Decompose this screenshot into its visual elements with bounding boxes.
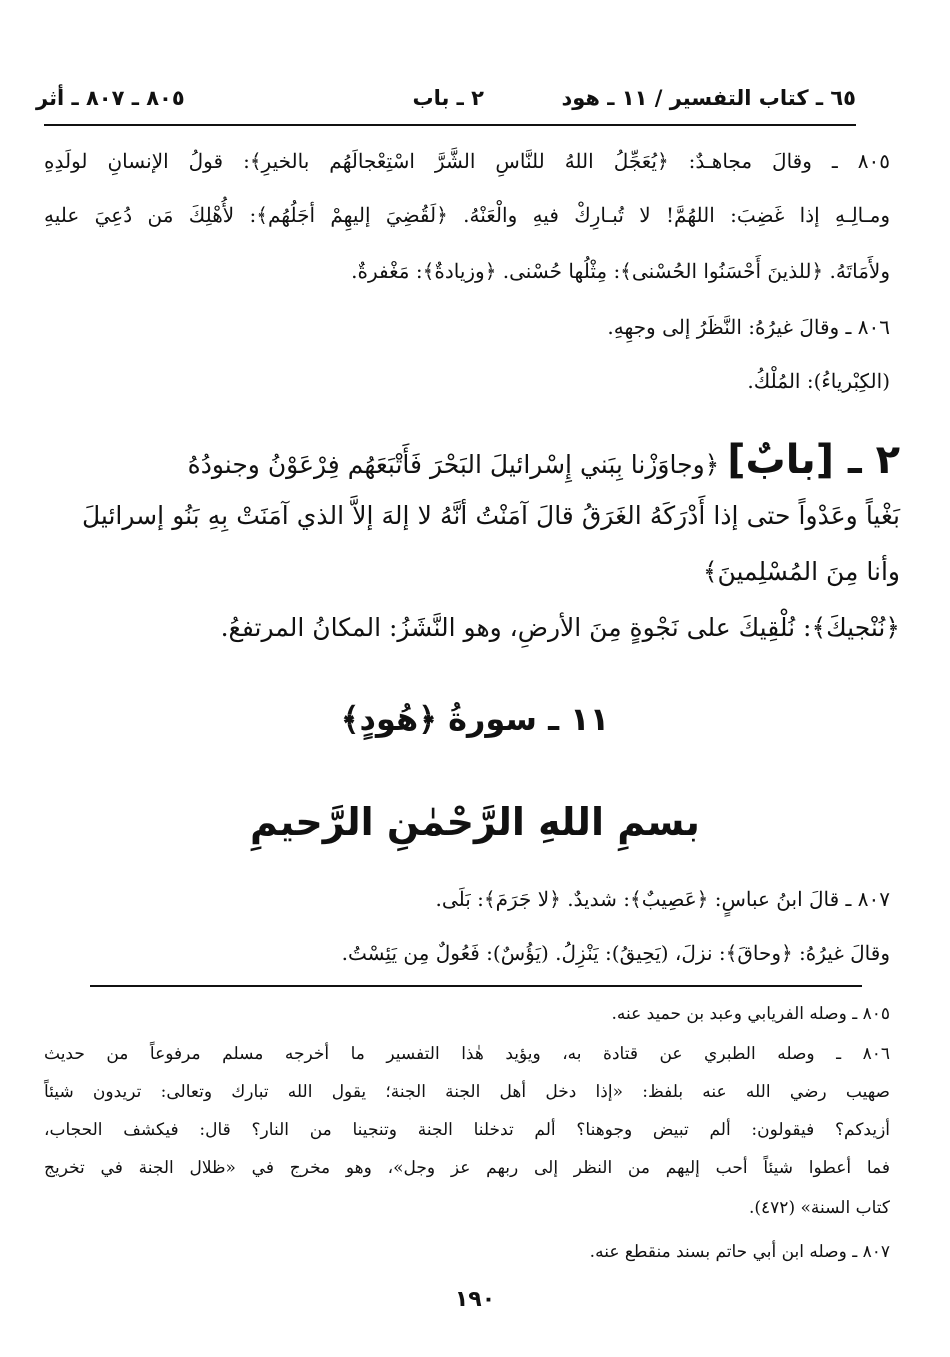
- footnote-line: كتاب السنة» (٤٧٢).: [748, 1198, 890, 1218]
- header-chapter: ٦٥ ـ كتاب التفسير / ١١ ـ هود: [561, 86, 856, 110]
- footnote-line: فما أعطوا شيئاً أحب إليهم من النظر إلى ربهم عز وجل»، وهو مخرج في «ظلال الجنة في تخريج: [44, 1158, 890, 1178]
- footnote-line: ٨٠٥ ـ وصله الفريابي وعبد بن حميد عنه.: [611, 1004, 890, 1024]
- text-line: وقالَ غيرُهُ: ﴿وحاقَ﴾: نزلَ، (يَحِيقُ): يَنْزِلُ. (يَؤُسٌ): فَعُولٌ مِن يَئِسْتُ.: [341, 941, 890, 965]
- bab-verse-2: بَغْياً وعَدْواً حتى إذا أَدْرَكَهُ الغَرَقُ قالَ آمَنْتُ أنَّهُ لا إلهَ إلاَّ الذي آمَنَتْ بِهِ بَنُو إسرائيلَ: [82, 501, 900, 530]
- footnote-line: ٨٠٧ ـ وصله ابن أبي حاتم بسند منقطع عنه.: [589, 1242, 890, 1262]
- basmala: بسمِ اللهِ الرَّحْمٰنِ الرَّحيمِ: [250, 800, 700, 844]
- surah-title: ١١ ـ سورةُ ﴿هُودٍ﴾: [340, 700, 610, 738]
- header-section: ٢ ـ باب: [412, 86, 484, 110]
- text-line: ٨٠٧ ـ قالَ ابنُ عباسٍ: ﴿عَصِيبٌ﴾: شديدٌ. ﴿لا جَرَمَ﴾: بَلَى.: [435, 887, 890, 911]
- footnote-rule: [90, 985, 862, 987]
- bab-title: ٢ ـ [بابٌ]: [727, 437, 900, 483]
- footnote-line: صهيب رضي الله عنه بلفظ: «إذا دخل أهل الجنة الجنة؛ يقول الله تبارك وتعالى: تريدون شيئاً: [44, 1082, 890, 1102]
- bab-verse-3: وأنا مِنَ المُسْلِمينَ﴾: [702, 557, 900, 586]
- text-line: ولأَمَاتَهُ. ﴿للذينَ أَحْسَنُوا الحُسْنى﴾: مِثْلُها حُسْنى. ﴿وزيادةٌ﴾: مَغْفرةٌ.: [351, 259, 890, 283]
- text-line: ومـالِـهِ إذا غَضِبَ: اللهُمَّ! لا تُبـارِكْ فيهِ والْعَنْهُ. ﴿لَقُضِيَ إليهِمْ أجَلُهُم﴾: لأُهْلِكَ مَن دُعِيَ عليهِ: [44, 203, 890, 227]
- text-line: (الكِبْرياءُ): المُلْكُ.: [747, 369, 890, 393]
- bab-gloss: ﴿نُنْجيكَ﴾: نُلْقِيكَ على نَجْوةٍ مِنَ الأرضِ، وهو النَّشَزُ: المكانُ المرتفعُ.: [220, 613, 900, 642]
- page-number: ١٩٠: [454, 1287, 496, 1312]
- footnote-line: أزيدكم؟ فيقولون: ألم تبيض وجوهنا؟ ألم تدخلنا الجنة وتنجينا من النار؟ قال: فيكشف الحجاب،: [44, 1120, 890, 1140]
- running-header: [36, 86, 856, 122]
- text-line: ٨٠٥ ـ وقالَ مجاهـدٌ: ﴿يُعَجِّلُ اللهُ للنَّاسِ الشَّرَّ اسْتِعْجالَهُم بالخيرِ﴾: قولُ الإنسانِ لولَدِهِ: [44, 149, 890, 173]
- header-rule: [44, 124, 856, 126]
- bab-verse-1: ﴿وجاوَزْنا بِبَني إِسْرائيلَ البَحْرَ فَأَتْبَعَهُم فِرْعَوْنُ وجنودُهُ: [187, 450, 720, 479]
- header-athar-range: ٨٠٥ ـ ٨٠٧ ـ أثر: [36, 86, 185, 110]
- text-line: ٨٠٦ ـ وقالَ غيرُهُ: النَّظَرُ إلى وجهِهِ.: [607, 315, 890, 339]
- footnote-line: ٨٠٦ ـ وصله الطبري عن قتادة به، ويؤيد هٰذا التفسير ما أخرجه مسلم مرفوعاً من حديث: [44, 1044, 890, 1064]
